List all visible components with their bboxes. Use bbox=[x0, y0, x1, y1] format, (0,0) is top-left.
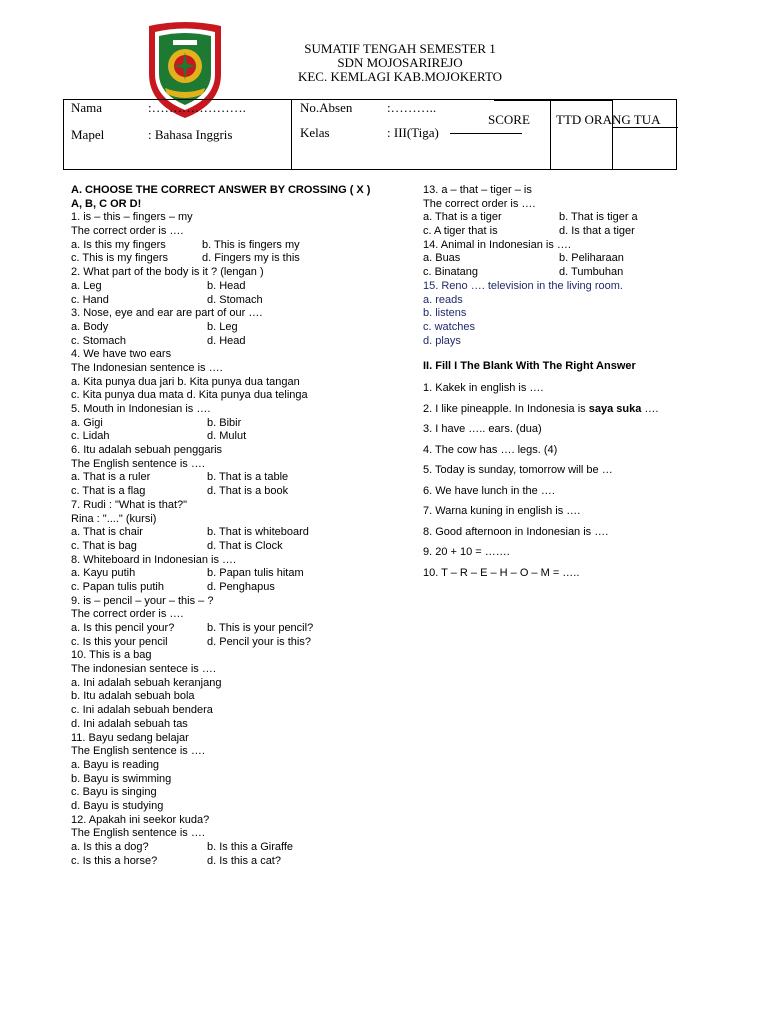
answer-option[interactable]: a. Buas bbox=[423, 252, 461, 265]
answer-options-row bbox=[423, 225, 723, 239]
answer-option[interactable]: a. Leg bbox=[71, 279, 102, 292]
answer-options-row bbox=[71, 239, 416, 253]
answer-option[interactable]: a. That is chair bbox=[71, 526, 143, 539]
question-line: c. Bayu is singing bbox=[71, 786, 157, 799]
answer-option[interactable]: b. Leg bbox=[207, 320, 238, 333]
question-line: 6. Itu adalah sebuah penggaris bbox=[71, 444, 223, 457]
question-line: 8. Whiteboard in Indonesian is …. bbox=[71, 553, 237, 566]
fill-blank-text: 8. Good afternoon in Indonesian is …. bbox=[423, 525, 609, 538]
question-line: b. listens bbox=[423, 307, 467, 320]
answer-options-row bbox=[71, 485, 416, 499]
fill-blank-text: 3. I have ….. ears. (dua) bbox=[423, 423, 542, 436]
multiple-choice-left-column bbox=[71, 184, 416, 868]
fill-blank-item bbox=[423, 501, 723, 522]
question-line: b. Itu adalah sebuah bola bbox=[71, 690, 195, 703]
fill-blank-text: 10. T – R – E – H – O – M = ….. bbox=[423, 566, 580, 579]
fill-blank-text: 6. We have lunch in the …. bbox=[423, 484, 555, 497]
answer-options-row bbox=[71, 321, 416, 335]
question-line: Rina : "...." (kursi) bbox=[71, 512, 157, 525]
question-line: 1. is – this – fingers – my bbox=[71, 211, 193, 224]
fill-blank-item bbox=[423, 542, 723, 563]
answer-option[interactable]: c. Is this a horse? bbox=[71, 854, 158, 867]
section-b-title: II. Fill I The Blank With The Right Answer bbox=[423, 360, 636, 373]
fill-blank-text: 5. Today is sunday, tomorrow will be … bbox=[423, 464, 613, 477]
fill-blank-item bbox=[423, 399, 723, 420]
question-line: 11. Bayu sedang belajar bbox=[71, 731, 189, 744]
answer-option[interactable]: b. Is this a Giraffe bbox=[207, 841, 294, 853]
nama-field[interactable]: :…………………. bbox=[148, 100, 246, 115]
answer-option[interactable]: c. This is my fingers bbox=[71, 252, 168, 265]
question-line: b. Bayu is swimming bbox=[71, 772, 172, 785]
school-header bbox=[250, 42, 550, 84]
score-divider bbox=[550, 100, 551, 169]
answer-option[interactable]: a. Is this a dog? bbox=[71, 841, 149, 853]
answer-options-row bbox=[423, 252, 723, 266]
answer-option[interactable]: a. Is this pencil your? bbox=[71, 622, 175, 634]
kelas-label: Kelas bbox=[300, 125, 330, 140]
fill-blank-item bbox=[423, 419, 723, 440]
question-line: a. reads bbox=[423, 293, 463, 306]
fill-blank-text: 2. I like pineapple. In Indonesia is bbox=[423, 402, 589, 415]
question-line: The English sentence is …. bbox=[71, 827, 205, 840]
question-line: c. watches bbox=[423, 320, 475, 333]
answer-option[interactable]: c. Papan tulis putih bbox=[71, 580, 164, 593]
answer-options-row bbox=[71, 636, 416, 650]
absen-field[interactable]: :……….. bbox=[387, 100, 437, 115]
answer-option[interactable]: a. That is a tiger bbox=[423, 211, 502, 224]
fill-blank-item bbox=[423, 522, 723, 543]
identity-divider bbox=[291, 100, 292, 169]
answer-options-row bbox=[71, 622, 416, 636]
answer-option[interactable]: c. Stomach bbox=[71, 334, 127, 347]
question-line: The indonesian sentece is …. bbox=[71, 663, 216, 676]
question-line: 15. Reno …. television in the living room. bbox=[423, 279, 623, 292]
fill-blank-text: 7. Warna kuning in english is …. bbox=[423, 505, 581, 518]
answer-option[interactable]: d. Pencil your is this? bbox=[207, 635, 311, 648]
question-line: 2. What part of the body is it ? (lengan ) bbox=[71, 266, 264, 279]
question-line: c. Ini adalah sebuah bendera bbox=[71, 704, 213, 717]
question-line: 7. Rudi : "What is that?" bbox=[71, 498, 188, 511]
answer-option[interactable]: b. That is tiger a bbox=[559, 211, 638, 224]
answer-option[interactable]: b. Peliharaan bbox=[559, 252, 624, 265]
question-line: The correct order is …. bbox=[423, 197, 536, 210]
answer-option[interactable]: c. Binatang bbox=[423, 266, 479, 279]
exam-title: SUMATIF TENGAH SEMESTER 1 bbox=[304, 41, 496, 56]
fill-blank-item bbox=[423, 460, 723, 481]
answer-option[interactable]: a. Is this my fingers bbox=[71, 238, 166, 251]
answer-option[interactable]: a. Kayu putih bbox=[71, 567, 136, 580]
fill-blank-text: 4. The cow has …. legs. (4) bbox=[423, 443, 558, 456]
fill-blank-text: 9. 20 + 10 = ……. bbox=[423, 546, 510, 559]
question-line: 14. Animal in Indonesian is …. bbox=[423, 238, 571, 251]
question-line: The correct order is …. bbox=[71, 608, 184, 621]
ttd-label: TTD ORANG TUA bbox=[556, 112, 661, 127]
question-line: a. Ini adalah sebuah keranjang bbox=[71, 676, 222, 689]
question-line: 5. Mouth in Indonesian is …. bbox=[71, 403, 211, 415]
answer-option[interactable]: c. A tiger that is bbox=[423, 225, 498, 238]
fill-blank-bold-text: saya suka bbox=[588, 402, 642, 415]
answer-options-row bbox=[71, 280, 416, 294]
answer-option[interactable]: a. Body bbox=[71, 320, 109, 333]
question-line: d. Ini adalah sebuah tas bbox=[71, 717, 188, 730]
question-line: a. Bayu is reading bbox=[71, 758, 160, 771]
answer-options-row bbox=[71, 252, 416, 266]
absen-label: No.Absen bbox=[300, 100, 353, 115]
multiple-choice-right-column bbox=[423, 184, 723, 583]
mapel-label: Mapel bbox=[71, 127, 105, 142]
answer-option[interactable]: d. Is this a cat? bbox=[207, 854, 281, 867]
answer-options-row bbox=[423, 266, 723, 280]
answer-options-row bbox=[71, 567, 416, 581]
answer-options-row bbox=[423, 211, 723, 225]
answer-option[interactable]: c. Is this your pencil bbox=[71, 635, 168, 648]
answer-options-row bbox=[71, 841, 416, 855]
score-top-line bbox=[494, 100, 612, 101]
answer-option[interactable]: d. Is that a tiger bbox=[559, 225, 635, 238]
question-line: d. Bayu is studying bbox=[71, 799, 164, 812]
answer-options-row bbox=[71, 581, 416, 595]
question-line: 13. a – that – tiger – is bbox=[423, 184, 532, 196]
answer-option[interactable]: b. Papan tulis hitam bbox=[207, 567, 304, 580]
answer-option[interactable]: c. That is a flag bbox=[71, 485, 146, 498]
fill-blank-item bbox=[423, 378, 723, 399]
answer-option[interactable]: c. Hand bbox=[71, 293, 109, 306]
answer-option[interactable]: b. This is fingers my bbox=[202, 238, 300, 251]
score-label: SCORE bbox=[488, 112, 530, 127]
answer-option[interactable]: d. Stomach bbox=[207, 293, 263, 306]
question-line: 10. This is a bag bbox=[71, 649, 152, 662]
fill-blank-item bbox=[423, 481, 723, 502]
answer-option[interactable]: b. Head bbox=[207, 279, 246, 292]
question-line: The Indonesian sentence is …. bbox=[71, 361, 223, 374]
answer-options-row bbox=[71, 526, 416, 540]
answer-options-row bbox=[71, 294, 416, 308]
fill-blank-tail: …. bbox=[641, 402, 659, 415]
answer-option[interactable]: b. This is your pencil? bbox=[207, 622, 314, 634]
question-line: d. plays bbox=[423, 334, 461, 347]
question-line: 9. is – pencil – your – this – ? bbox=[71, 594, 214, 607]
student-identity-box bbox=[63, 99, 677, 170]
question-line: The English sentence is …. bbox=[71, 745, 205, 758]
fill-blank-text: 1. Kakek in english is …. bbox=[423, 382, 544, 395]
fill-blank-item bbox=[423, 563, 723, 584]
answer-options-row bbox=[71, 471, 416, 485]
question-line: 4. We have two ears bbox=[71, 348, 172, 361]
kelas-underline bbox=[450, 133, 522, 134]
answer-option[interactable]: d. Penghapus bbox=[207, 580, 275, 593]
answer-option[interactable]: d. Head bbox=[207, 334, 246, 347]
answer-option[interactable]: d. Mulut bbox=[207, 430, 247, 443]
question-line: The correct order is …. bbox=[71, 225, 184, 238]
answer-option[interactable]: d. That is Clock bbox=[207, 539, 283, 552]
school-address: KEC. KEMLAGI KAB.MOJOKERTO bbox=[297, 69, 503, 84]
question-line: The English sentence is …. bbox=[71, 457, 205, 470]
ttd-divider bbox=[612, 100, 613, 169]
question-line: c. Kita punya dua mata d. Kita punya dua telinga bbox=[71, 389, 308, 402]
answer-option[interactable]: b. Bibir bbox=[207, 416, 242, 429]
section-a-subtitle: A, B, C OR D! bbox=[71, 197, 142, 210]
answer-options-row bbox=[71, 855, 416, 869]
answer-option[interactable]: d. Tumbuhan bbox=[559, 266, 624, 279]
answer-option[interactable]: d. Fingers my is this bbox=[202, 252, 300, 265]
section-a-title: A. CHOOSE THE CORRECT ANSWER BY CROSSING ( X ) bbox=[71, 184, 371, 196]
mapel-value: : Bahasa Inggris bbox=[148, 127, 233, 142]
answer-options-row bbox=[71, 335, 416, 349]
kelas-value: : III(Tiga) bbox=[387, 125, 439, 140]
fill-blank-item bbox=[423, 440, 723, 461]
question-line: 3. Nose, eye and ear are part of our …. bbox=[71, 307, 263, 320]
answer-option[interactable]: b. That is whiteboard bbox=[207, 526, 309, 539]
answer-option[interactable]: c. Lidah bbox=[71, 430, 110, 443]
answer-options-row bbox=[71, 540, 416, 554]
answer-option[interactable]: c. That is bag bbox=[71, 539, 137, 552]
question-line: 12. Apakah ini seekor kuda? bbox=[71, 813, 210, 826]
answer-options-row bbox=[71, 430, 416, 444]
answer-option[interactable]: a. Gigi bbox=[71, 416, 103, 429]
school-name: SDN MOJOSARIREJO bbox=[337, 55, 463, 70]
question-line: a. Kita punya dua jari b. Kita punya dua tangan bbox=[71, 375, 300, 388]
answer-option[interactable]: d. That is a book bbox=[207, 485, 289, 498]
answer-options-row bbox=[71, 417, 416, 431]
answer-option[interactable]: a. That is a ruler bbox=[71, 471, 151, 484]
nama-label: Nama bbox=[71, 100, 103, 115]
answer-option[interactable]: b. That is a table bbox=[207, 471, 289, 484]
